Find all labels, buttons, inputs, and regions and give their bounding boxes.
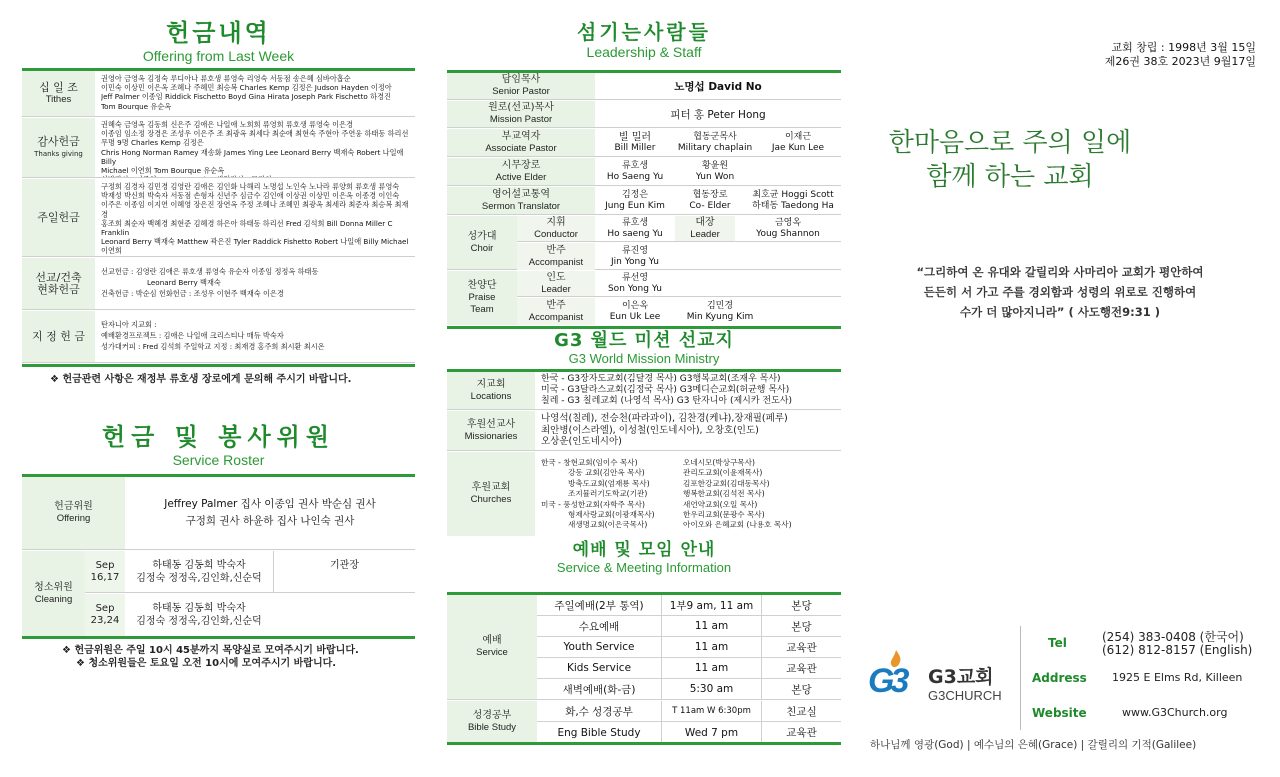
names <box>101 311 413 362</box>
name-en: Bill Miller <box>614 142 656 153</box>
location-line: 미국 - G3달라스교회(김정국 목사) G3메디슨교회(허균행 목사) <box>541 385 790 395</box>
verse-line-1: “그리하여 온 유대와 갈릴리와 사마리아 교회가 평안하여 <box>916 265 1204 279</box>
name-ko: 류진영 <box>621 245 649 256</box>
names-line: 하태동 김동희 박숙자 <box>152 559 246 571</box>
name-ko: 협동장로 <box>692 189 728 200</box>
name-en: Min Kyung Kim <box>686 311 754 322</box>
motto-line-2: 함께 하는 교회 <box>926 162 1094 192</box>
row-label <box>447 216 517 269</box>
names-line: 이종임 임소정 장경은 조성우 이은주 조 최광옥 최세다 최순애 최현숙 주현아 주연웅 하태동 하리선 <box>101 129 409 139</box>
divider <box>22 364 415 367</box>
tel-english: (612) 812-8157 (English) <box>1102 643 1253 657</box>
event-place: 교육관 <box>786 641 817 654</box>
cleaning-names <box>125 551 273 592</box>
label-ko: 담임목사 <box>501 74 541 85</box>
event-name: Eng Bible Study <box>537 722 662 743</box>
row-label <box>447 129 595 156</box>
trans-cell <box>675 187 745 214</box>
praise-block <box>447 271 841 325</box>
website-link[interactable]: www.G3Church.org <box>1122 706 1228 719</box>
roster-cleaning <box>22 551 415 636</box>
event-time: 11 am <box>662 616 762 636</box>
senior-pastor-row <box>447 73 841 100</box>
names-line: 예배환경프로젝트 : 김애은 나일애 크리스티나 매듀 박숙자 <box>101 331 284 340</box>
cleaning-date <box>85 551 125 592</box>
event-time: 11 am <box>662 637 762 657</box>
names-line: Jeffrey Palmer 집사 이종임 권사 박순심 권사 <box>164 498 376 510</box>
offering-row-mission <box>22 258 415 310</box>
trans-cell <box>595 187 675 214</box>
mission-missionaries-row <box>447 411 841 451</box>
event-time: 5:30 am <box>662 679 762 699</box>
logo-divider <box>1020 626 1021 730</box>
label-ko: 시무장로 <box>501 159 541 171</box>
missionary-line: 오상운(인도네시아) <box>541 436 622 447</box>
issue-info: 제26권 38호 2023년 9월17일 <box>1104 55 1256 68</box>
event-time: 11 am <box>662 658 762 678</box>
row-label <box>447 101 595 127</box>
row-label <box>447 73 595 99</box>
bible-study-label <box>447 701 537 743</box>
label-en: Associate Pastor <box>485 142 557 154</box>
roster-offering-row <box>22 477 415 550</box>
roster-subtitle: Service Roster <box>172 452 265 468</box>
event-name: 화,수 성경공부 <box>537 701 662 721</box>
motto-line-1: 한마음으로 주의 일에 <box>888 128 1132 158</box>
event-name: Kids Service <box>537 658 662 678</box>
name-ko: 최호균 Hoggi Scott <box>752 189 834 200</box>
church-line: 아이오와 은혜교회 (나용호 목사) <box>683 520 792 530</box>
church-line: 미국 - 풍성한교회(자학주 목사) <box>541 499 645 509</box>
label-ko: 찬양단 <box>467 280 497 291</box>
label-ko: 헌금위원 <box>54 501 93 512</box>
location-line: 칠레 - G3 칠레교회 (나영석 목사) G3 탄자니아 (제시카 전도사) <box>541 396 793 406</box>
name-en: Yun Won <box>695 171 735 182</box>
choir-leader-name <box>735 216 841 241</box>
names-line: 김정숙 정정옥,김인화,신순덕 <box>136 572 262 584</box>
row-label <box>22 118 95 177</box>
names <box>101 179 413 256</box>
worship-title: 예배 및 모임 안내 <box>572 540 716 560</box>
label-en: Mission Pastor <box>489 114 553 125</box>
name-ko: 협동군목사 <box>693 131 737 142</box>
praise-accompanist-name <box>675 298 765 325</box>
church-line: 관리도교회(이윤재목사) <box>683 468 763 478</box>
worship-row <box>537 637 841 658</box>
label-ko: 십 일 조 <box>39 80 78 94</box>
locations-list <box>541 372 841 409</box>
label-en: Choir <box>470 242 494 254</box>
choir-row <box>517 243 841 270</box>
label-en: Praise <box>468 292 496 303</box>
name-en: Son Yong Yu <box>607 283 663 294</box>
church-line: 강동 교회(김안옥 목사) <box>568 468 645 478</box>
event-name: 수요예배 <box>537 616 662 636</box>
label-en: Senior Pastor <box>492 86 550 97</box>
cover-section <box>860 0 1280 777</box>
website-label: Website <box>1032 706 1087 720</box>
worship-section <box>447 540 841 745</box>
names-line: 권영아 금영옥 김정숙 루디아나 류호생 류영숙 리영숙 서동점 송은혜 심바아홉순 <box>101 74 351 83</box>
church-line: 새언약교회(오일 목사) <box>683 499 758 509</box>
names-line: 성가대커피 : Fred 김석희 주일학교 지정 : 최재경 홍주희 최시환 최시온 <box>101 342 325 351</box>
mission-subtitle: G3 World Mission Ministry <box>568 351 720 366</box>
name-en: 하태동 Taedong Ha <box>752 200 834 211</box>
church-line: 새생명교회(이은국목사) <box>568 520 648 530</box>
church-line: 조지뮬러기도학교(기관) <box>568 489 648 499</box>
row-label <box>447 411 535 450</box>
label-en: Sermon Translator <box>481 200 561 212</box>
leadership-subtitle: Leadership & Staff <box>586 44 702 60</box>
label-en: Churches <box>470 494 512 505</box>
church-line: 방축도교회(엄재룡 목사) <box>568 478 650 488</box>
names-line: Jeff Palmer 이종임 Riddick Fischetto Boyd Gina Hirata Joseph Park Fischetto 하경진 <box>101 92 391 102</box>
location-line: 한국 - G3장자도교회(김달경 목사) G3행복교회(조재우 목사) <box>541 374 781 384</box>
row-label <box>447 452 535 536</box>
praise-leader-name <box>595 271 675 296</box>
names-line: 구정희 김경자 김민경 김영란 김애은 김인화 나해리 노명섭 노인숙 노나라 류양희 류호생 류영숙 <box>101 182 400 191</box>
offering-note: ❖ 헌금관련 사항은 재정부 류호생 장로에게 문의해 주시기 바랍니다. <box>50 374 352 385</box>
names-line: 홍조희 최순자 백혜경 최현준 김혜경 하은아 하태동 하리선 Fred 김석희 Bill Donna Miller C Franklin <box>101 218 393 238</box>
sub-label <box>517 216 595 241</box>
sub-label <box>517 298 595 325</box>
worship-subtitle: Service & Meeting Information <box>556 560 732 575</box>
event-place: 본당 <box>791 683 812 696</box>
names-line: Tom Bourque 유순옥 <box>101 101 172 111</box>
label-en: Accompanist <box>528 256 584 268</box>
tagline: 하나님께 영광(God) | 예수님의 은혜(Grace) | 갈릴리의 기적(Galilee) <box>870 739 1197 751</box>
choir-row <box>517 216 841 242</box>
offering-names <box>125 477 415 549</box>
trans-cell <box>745 187 841 214</box>
divider <box>447 326 841 329</box>
label-en: Tithes <box>45 93 72 105</box>
worship-row <box>537 616 841 637</box>
roster-note-1: ❖ 헌금위원은 주일 10시 45분까지 목양실로 모여주시기 바랍니다. <box>62 645 359 656</box>
row-label <box>22 71 95 116</box>
offering-table <box>22 71 415 363</box>
names-line: Leonard Berry 백재숙 Matthew 곽은진 Tyler Raddick Fishetto Robert 나일애 Billy Michael 이연희 <box>101 237 409 256</box>
translator-row <box>447 187 841 215</box>
names-line: 이민숙 이상민 이은옥 조혜나 주혜민 최승복 Charles Kemp 김정은 Judson Hayden 이정아 <box>101 83 392 93</box>
worship-row <box>537 679 841 700</box>
worship-row <box>537 658 841 679</box>
divider <box>22 636 415 639</box>
senior-pastor-name: 노명섭 David No <box>674 80 762 93</box>
mission-pastor-row <box>447 101 841 128</box>
name-en: Ho saeng Yu <box>607 228 663 239</box>
date-days: 23,24 <box>90 615 120 626</box>
label-ko: 지 정 헌 금 <box>32 329 85 343</box>
names-line: 박재성 박신희 박숙자 서동점 손형자 신년주 심금수 김인애 이상권 이상민 이은옥 이종경 이인숙 <box>101 191 400 201</box>
names-line: 이주은 이종임 이지연 이혜영 장은진 장연옥 주정 조혜나 조혜민 최광옥 최세라 최준자 최승복 최재경 <box>101 200 409 219</box>
address-label: Address <box>1032 671 1087 685</box>
worship-row <box>537 595 841 616</box>
offering-subtitle: Offering from Last Week <box>142 48 295 64</box>
assoc-cell <box>595 129 675 156</box>
worship-rows <box>537 595 841 743</box>
name-ko: 류호생 <box>621 160 649 171</box>
row-label <box>22 477 125 549</box>
name-en: Eun Uk Lee <box>609 311 661 322</box>
offering-row-tithes <box>22 71 415 117</box>
event-name: Youth Service <box>537 637 662 657</box>
name-ko: 금영옥 <box>774 217 802 228</box>
assoc-cell <box>675 129 755 156</box>
label-ko: 지교회 <box>476 378 506 390</box>
verse-line-3: 수가 더 많아지니라” ( 사도행전9:31 ) <box>960 305 1160 319</box>
name-en: Military chaplain <box>677 142 753 153</box>
label-ko: 예배 <box>482 635 502 646</box>
roster-title: 헌금 및 봉사위원 <box>102 423 335 451</box>
praise-accompanist-name <box>595 298 675 325</box>
sub-label <box>517 271 595 296</box>
praise-row <box>517 271 841 297</box>
church-line: 오네시모(박상구목사) <box>683 458 755 467</box>
extra-text: 기관장 <box>330 560 359 571</box>
church-line: 형제사랑교회(이광재목사) <box>568 510 655 520</box>
event-place: 친교실 <box>786 705 817 718</box>
names-line: 권혜숙 금영옥 김동희 신은주 김애은 나일애 노희희 류영희 류호생 류영숙 이은경 <box>101 120 353 129</box>
cleaning-extra <box>273 551 415 592</box>
names-line: 구정희 권사 하윤하 집사 나인숙 권사 <box>185 515 355 527</box>
offering-section <box>22 18 415 390</box>
names-line: 하태동 김동희 박숙자 <box>152 603 246 614</box>
label-ko: 후원선교사 <box>466 418 516 430</box>
cleaning-row <box>85 551 415 593</box>
logo-name: G3교회 <box>928 666 994 688</box>
label-en: Bible Study <box>467 722 517 733</box>
row-label <box>22 179 95 256</box>
elder-cell <box>675 158 755 185</box>
names-line: 건축헌금 : 박순심 헌화헌금 : 조성우 이현주 백재숙 이은경 <box>101 289 284 298</box>
label-en: Cleaning <box>34 593 73 605</box>
sub-label <box>675 216 735 241</box>
names <box>101 71 413 116</box>
name-en: Ho Saeng Yu <box>606 171 664 182</box>
logo-mark: G3 <box>868 662 906 700</box>
offering-row-sunday <box>22 179 415 257</box>
names-line <box>101 175 413 177</box>
label-en: Leader <box>690 228 720 240</box>
label-ko: 후원교회 <box>471 482 511 493</box>
name-en: Jung Eun Kim <box>605 200 665 211</box>
label-ko: 선교/건축 <box>35 270 82 284</box>
verse-line-2: 든든히 서 가고 주를 경외함과 성령의 위로로 진행하여 <box>923 285 1197 299</box>
mission-pastor-name: 피터 홍 Peter Hong <box>670 108 766 121</box>
name-en: Jin Yong Yu <box>611 256 659 267</box>
label-ko: 부교역자 <box>501 130 541 142</box>
label-en: Accompanist <box>528 311 584 323</box>
label-ko: 지휘 <box>546 216 566 228</box>
label-ko2: 현화헌금 <box>37 282 80 296</box>
accompanist-name <box>595 243 675 270</box>
name-en: Jae Kun Lee <box>771 142 825 153</box>
church-line: 한우리교회(문광수 목사) <box>683 510 765 520</box>
elder-cell <box>595 158 675 185</box>
row-label <box>447 271 517 325</box>
divider <box>447 742 841 745</box>
worship-row <box>537 701 841 722</box>
service-roster-section <box>22 422 415 672</box>
name-ko: 김정은 <box>621 189 649 200</box>
event-time: T 11am W 6:30pm <box>662 701 762 721</box>
cleaning-row <box>85 594 415 636</box>
names-line: Michael 이연희 Tom Bourque 유순옥 <box>101 166 225 176</box>
event-place: 교육관 <box>786 662 817 675</box>
event-name: 주일예배(2부 통역) <box>537 595 662 615</box>
date-month: Sep <box>95 603 115 614</box>
name-ko: 황윤원 <box>701 160 729 171</box>
label-ko: 인도 <box>546 271 566 283</box>
address: 1925 E Elms Rd, Killeen <box>1112 671 1243 684</box>
event-place: 본당 <box>791 599 812 612</box>
missionaries-list <box>541 411 841 450</box>
event-place: 교육관 <box>786 727 817 739</box>
churches-right <box>683 452 841 536</box>
names-line: 탄자니아 지교회 : <box>101 320 157 329</box>
worship-row <box>537 722 841 743</box>
worship-table <box>447 595 841 743</box>
date-month: Sep <box>95 559 115 571</box>
name-ko: 류호생 <box>621 217 649 228</box>
name-en: Co- Elder <box>689 200 731 211</box>
names-line: Leonard Berry 백재숙 <box>147 278 221 287</box>
logo-sub: G3CHURCH <box>928 688 1002 703</box>
name-ko: 김민경 <box>706 300 734 311</box>
mission-churches-row <box>447 452 841 536</box>
roster-note-2: ❖ 청소위원들은 토요일 오전 10시에 모여주시기 바랍니다. <box>76 658 337 669</box>
offering-row-thanks <box>22 118 415 178</box>
church-founded: 교회 창립 : 1998년 3월 15일 <box>1111 41 1256 54</box>
sub-label <box>517 243 595 270</box>
assoc-cell <box>755 129 841 156</box>
row-label <box>22 311 95 362</box>
event-time: Wed 7 pm <box>662 722 762 743</box>
event-name: 새벽예배(화-금) <box>537 679 662 699</box>
offering-title: 헌금내역 <box>166 19 271 47</box>
churches-left <box>541 452 681 536</box>
name-ko: 이재근 <box>784 131 812 142</box>
offering-row-designated <box>22 311 415 363</box>
label-ko: 반주 <box>546 244 566 256</box>
label-en: Team <box>470 304 494 315</box>
label-en: Leader <box>541 283 571 295</box>
names <box>101 118 413 177</box>
label-en: Thanks giving <box>34 149 83 158</box>
names-line: Chris Hong Norman Ramey 재송화 James Ying Lee Leonard Berry 백재숙 Robert 나일애 Billy <box>101 147 404 166</box>
praise-row <box>517 298 841 325</box>
cleaning-names <box>125 594 273 636</box>
row-label <box>447 187 595 214</box>
label-en: Active Elder <box>495 171 547 183</box>
church-line: 한국 - 창현교회(임이수 목사) <box>541 458 638 467</box>
event-time: 1부9 am, 11 am <box>662 595 762 615</box>
elder-row <box>447 158 841 186</box>
church-line: 행복한교회(김석전 목사) <box>683 489 765 499</box>
leadership-section <box>447 20 841 325</box>
label-ko: 성가대 <box>467 230 497 242</box>
row-label <box>447 158 595 185</box>
names-line: 무명 9명 Charles Kemp 김정은 <box>101 138 204 148</box>
service-label <box>447 595 537 700</box>
name-ko: 이은옥 <box>621 300 649 311</box>
mission-locations-row <box>447 372 841 410</box>
names-line: 선교헌금 : 김영란 김애은 류호생 류영숙 유순자 이종임 정정옥 하태동 <box>101 267 319 276</box>
label-ko: 감사헌금 <box>37 134 80 148</box>
name-ko: 빌 밀러 <box>618 131 652 143</box>
tel-korean: (254) 383-0408 (한국어) <box>1102 630 1244 644</box>
name-en: Youg Shannon <box>756 228 820 239</box>
label-en: Missionaries <box>464 430 518 442</box>
missionary-line: 최안병(이스라엘), 이성철(인도네시아), 오창호(인도) <box>541 424 759 436</box>
mission-title: G3 월드 미션 선교지 <box>554 330 734 351</box>
label-ko: 청소위원 <box>34 581 73 593</box>
names <box>101 258 413 309</box>
cleaning-date <box>85 594 125 636</box>
name-ko: 류선영 <box>621 272 649 283</box>
tel-label: Tel <box>1048 636 1067 650</box>
label-en: Locations <box>470 390 512 402</box>
label-ko: 반주 <box>546 299 566 311</box>
row-label <box>22 551 85 636</box>
date-days: 16,17 <box>90 571 120 583</box>
mission-section <box>447 326 841 538</box>
label-ko: 원로(선교)목사 <box>488 102 554 113</box>
label-ko: 대장 <box>695 216 715 228</box>
label-en: Service <box>476 647 508 658</box>
church-logo <box>866 648 1016 710</box>
associate-pastor-row <box>447 129 841 157</box>
event-place: 본당 <box>791 620 812 633</box>
row-label <box>22 258 95 309</box>
leadership-title: 섬기는사람들 <box>577 20 711 44</box>
label-ko: 주일헌금 <box>37 210 80 224</box>
missionary-line: 나영석(칠레), 전승천(파라과이), 김찬경(케냐),장재필(페루) <box>541 413 788 424</box>
names-line: 김정숙 정정옥,김인화,신순덕 <box>136 616 262 627</box>
church-line: 김포한강교회(김대동목사) <box>683 478 770 488</box>
label-en: Offering <box>56 513 91 524</box>
label-en: Conductor <box>534 228 578 240</box>
row-label <box>447 372 535 409</box>
conductor-name <box>595 216 675 241</box>
label-ko: 영어설교통역 <box>492 188 550 200</box>
choir-block <box>447 216 841 270</box>
label-ko: 성경공부 <box>472 710 512 721</box>
